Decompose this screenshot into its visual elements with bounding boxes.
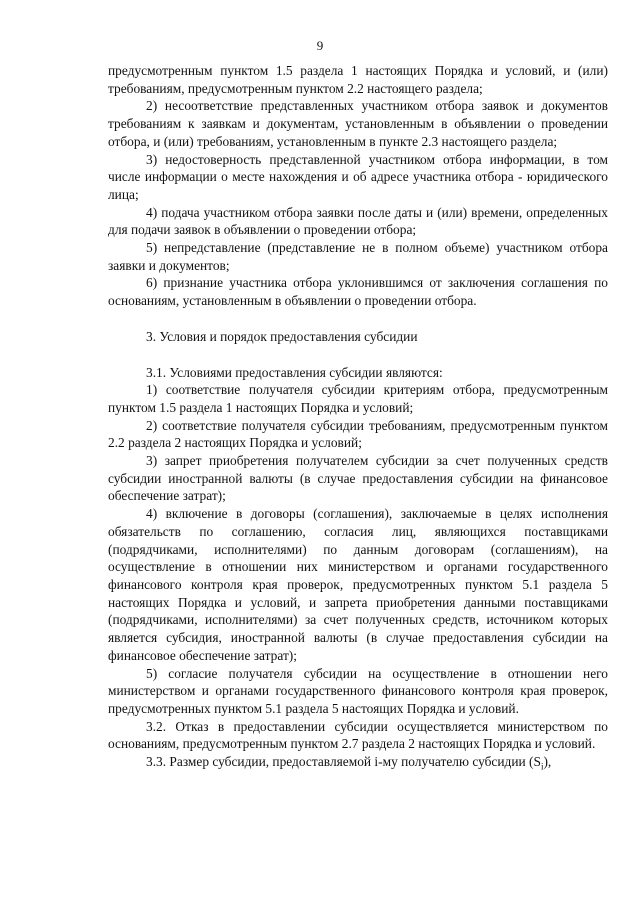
clause-3-2: 3.2. Отказ в предоставлении субсидии осуществляется министерством по основаниям, предусмотренным пунктом 2.7 раздела 2 настоящих Порядка и условий. [108,718,608,752]
clause-3-3-tail: ), [543,754,552,770]
list-item-2: 2) несоответствие представленных участником отбора заявок и документов требованиям к заявкам и документам, установленным в объявлении о проведении отбора, и (или) требованиям, установленным в пункте 2.3 настоящего раздела; [108,98,608,149]
condition-item-1: 1) соответствие получателя субсидии критериям отбора, предусмотренным пунктом 1.5 раздела 1 настоящих Порядка и условий; [108,382,608,415]
clause-3-3-subscript: i [540,761,544,772]
condition-item-2: 2) соответствие получателя субсидии требованиям, предусмотренным пунктом 2.2 раздела 2 настоящих Порядка и условий; [108,417,608,451]
list-item-4: 4) подача участником отбора заявки после даты и (или) времени, определенных для подачи заявок в объявлении о проведении отбора; [108,204,608,238]
page-number: 9 [316,38,324,53]
list-item-3: 3) недостоверность представленной участником отбора информации, в том числе информации о месте нахождения и об адресе участника отбора - юридического лица; [108,151,608,202]
condition-item-5: 5) согласие получателя субсидии на осуществление в отношении него министерством и органами государственного финансового контроля края проверок, предусмотренных пунктом 5.1 раздела 5 настоящих Порядка и условий. [108,665,608,716]
condition-item-4: 4) включение в договоры (соглашения), заключаемые в целях исполнения обязательств по соглашению, согласия лиц, являющихся поставщиками (подрядчиками, исполнителями) по данным договорам (соглашениям), на осуществление в отношении них министерством и органами государственного финансового контроля края проверок, предусмотренных пунктом 5.1 раздела 5 настоящих Порядка и условий, и запрета приобретения данными поставщиками (подрядчиками, исполнителями) за счет полученных средств, источником которых является субсидия, иностранной валюты (в случае предоставления субсидии на финансовое обеспечение затрат); [108,506,608,663]
document-body [108,62,608,771]
section-heading: 3. Условия и порядок предоставления субсидии [146,328,418,344]
condition-item-3: 3) запрет приобретения получателем субсидии за счет полученных средств субсидии иностранной валюты (в случае предоставления субсидии на финансовое обеспечение затрат); [108,453,608,504]
clause-3-3 [108,753,608,771]
clause-3-3-text: 3.3. Размер субсидии, предоставляемой i-му получателю субсидии (S [146,754,541,770]
list-item-5: 5) непредставление (представление не в полном объеме) участником отбора заявки и документов; [108,240,608,273]
list-item-6: 6) признание участника отбора уклонившимся от заключения соглашения по основаниям, установленным в объявлении о проведении отбора. [108,275,608,309]
paragraph-continuation: предусмотренным пунктом 1.5 раздела 1 настоящих Порядка и условий, и (или) требованиям, предусмотренным пунктом 2.2 настоящего раздела; [108,63,608,96]
clause-3-1: 3.1. Условиями предоставления субсидии являются: [146,364,443,380]
